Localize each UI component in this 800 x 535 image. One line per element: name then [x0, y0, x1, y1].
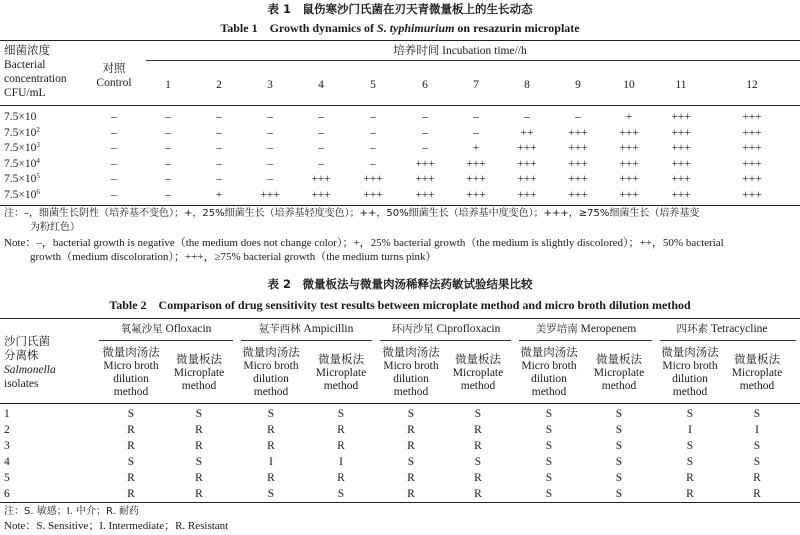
t2-cell: S [545, 472, 553, 484]
t1-cell: +++ [568, 126, 588, 139]
t2-cell: R [474, 424, 482, 436]
t2-cell: R [127, 472, 135, 484]
t1-hour-7: 7 [473, 79, 479, 91]
t1-cell: – [267, 111, 273, 123]
t2-cell: I [339, 456, 343, 468]
t2-cell: I [688, 424, 692, 436]
t2-method-plate-en1: Microplate [731, 367, 783, 379]
t1-cell: +++ [466, 157, 486, 170]
t2-cell: S [474, 408, 482, 420]
t1-conc-header-en2: concentration [4, 73, 67, 85]
t2-cell: R [474, 472, 482, 484]
t2-cell: R [407, 488, 415, 500]
t2-method-broth-en1: Micro broth [243, 360, 299, 372]
t2-method-broth-en2: dilution [113, 373, 149, 385]
t1-cell: +++ [517, 173, 537, 186]
t2-method-broth-en3: method [113, 386, 149, 398]
t2-cell: S [615, 472, 623, 484]
t2-cell: R [195, 424, 203, 436]
t1-cell: +++ [517, 189, 537, 201]
t2-drug-rule [660, 340, 796, 341]
t1-cell: – [216, 111, 222, 123]
t2-cell: S [545, 488, 553, 500]
t1-cell: – [111, 126, 117, 139]
t2-cell: S [753, 440, 761, 452]
t2-method-broth-en2: dilution [531, 373, 567, 385]
t2-drug-name-en: Ofloxacin [165, 323, 212, 335]
t2-note-cn: 注：S. 敏感；I. 中介；R. 耐药 [4, 506, 139, 517]
t1-row-label-base: 7.5×10 [4, 126, 37, 139]
t2-method-plate-cn: 微量板法 [734, 354, 780, 366]
t2-cell: S [407, 456, 415, 468]
table2-title-cn: 表 2 微量板法与微量肉汤稀释法药敏试验结果比较 [267, 277, 533, 291]
t1-cell: – [318, 111, 324, 123]
t2-row-id: 6 [4, 488, 10, 500]
table2-top-rule [0, 318, 800, 319]
t1-cell: + [625, 111, 633, 123]
t2-method-broth-cn: 微量肉汤法 [520, 347, 578, 359]
t2-method-plate-en1: Microplate [315, 367, 367, 379]
t1-conc-header-cn: 细菌浓度 [4, 45, 50, 57]
t1-cell: – [267, 173, 273, 186]
t2-drug-rule [519, 340, 652, 341]
t1-row-label-base: 7.5×10 [4, 189, 37, 201]
t1-cell: – [318, 126, 324, 139]
t2-cell: R [195, 440, 203, 452]
t2-method-broth-en1: Micro broth [521, 360, 577, 372]
t2-method-plate-en2: method [739, 380, 775, 392]
t1-cell: +++ [466, 173, 486, 186]
t1-cell: – [524, 111, 530, 123]
table2-bottom-rule [0, 502, 800, 503]
t2-isolates-en2: isolates [4, 378, 39, 390]
t2-method-plate-en2: method [601, 380, 637, 392]
t1-cell: +++ [568, 189, 588, 201]
t1-note-cn-1: 注：–，细菌生长阴性（培养基不变色）；+，25%细菌生长（培养基轻度变色）；++，50%细菌生长（培养基中度变色）；+++，≥75%细菌生长（培养基变 [4, 208, 700, 219]
t2-cell: S [127, 456, 135, 468]
t1-cell: – [216, 126, 222, 139]
t2-cell: S [267, 488, 275, 500]
t1-row-label-exponent: 5 [36, 172, 40, 181]
t2-cell: R [127, 488, 135, 500]
t1-cell: ++ [520, 126, 534, 139]
t1-row-label-base: 7.5×10 [4, 111, 37, 123]
t1-cell: +++ [619, 173, 639, 186]
t2-drug-rule [380, 340, 511, 341]
table1-top-rule [0, 40, 800, 41]
t2-drug-header-4 [676, 323, 767, 336]
table1-bottom-rule [0, 205, 800, 206]
t2-isolates-cn2: 分离株 [4, 350, 39, 362]
t2-method-broth-en1: Micro broth [383, 360, 439, 372]
t2-cell: S [686, 456, 694, 468]
t2-method-broth-en3: method [672, 386, 708, 398]
t1-cell: +++ [568, 142, 588, 155]
t1-hour-8: 8 [524, 79, 530, 91]
t1-cell: +++ [568, 157, 588, 170]
t1-cell: – [111, 189, 117, 201]
t1-cell: – [111, 173, 117, 186]
t2-method-plate-cn: 微量板法 [455, 354, 501, 366]
t2-row-id: 5 [4, 472, 10, 484]
t1-cell: – [216, 157, 222, 170]
t2-cell: R [267, 472, 275, 484]
t1-cell: – [575, 111, 581, 123]
t1-cell: +++ [466, 189, 486, 201]
t1-cell: +++ [568, 173, 588, 186]
t2-method-broth-cn: 微量肉汤法 [102, 347, 160, 359]
t2-cell: S [195, 456, 203, 468]
t1-incubation-header: 培养时间 Incubation time//h [393, 45, 527, 57]
t2-method-broth-en2: dilution [672, 373, 708, 385]
t1-hour-6: 6 [422, 79, 428, 91]
t1-cell: – [216, 173, 222, 186]
t1-cell: +++ [742, 126, 762, 139]
t2-cell: S [615, 440, 623, 452]
t1-cell: – [422, 142, 428, 155]
t2-cell: S [686, 440, 694, 452]
t2-isolates-en1: Salmonella [4, 364, 56, 376]
t1-row-label-base: 7.5×10 [4, 173, 37, 186]
t2-cell: R [686, 488, 694, 500]
t2-method-broth-en1: Micro broth [103, 360, 159, 372]
t2-drug-name-en: Ciprofloxacin [436, 323, 501, 335]
table1-title-cn: 表 1 鼠伤寒沙门氏菌在刃天青微量板上的生长动态 [267, 2, 533, 16]
t1-cell: +++ [260, 189, 280, 201]
t2-method-plate-en1: Microplate [452, 367, 504, 379]
t2-cell: R [474, 488, 482, 500]
t2-cell: S [337, 488, 345, 500]
t2-drug-header-0 [121, 323, 212, 336]
t2-method-broth-en3: method [253, 386, 289, 398]
t1-cell: – [370, 142, 376, 155]
t1-hour-10: 10 [623, 79, 635, 91]
t2-method-broth-cn: 微量肉汤法 [382, 347, 440, 359]
t1-cell: +++ [415, 173, 435, 186]
t2-method-broth-cn: 微量肉汤法 [661, 347, 719, 359]
t2-method-plate-cn: 微量板法 [176, 354, 222, 366]
t1-cell: +++ [415, 189, 435, 201]
t2-drug-name-cn: 氨苄西林 [258, 323, 301, 335]
t1-control-header-en: Control [96, 77, 132, 89]
t2-cell: S [474, 456, 482, 468]
t1-cell: – [165, 189, 171, 201]
t2-method-plate-en2: method [181, 380, 217, 392]
t1-cell: – [165, 173, 171, 186]
t1-cell: – [422, 111, 428, 123]
t2-cell: R [195, 488, 203, 500]
t2-cell: R [267, 440, 275, 452]
t2-method-broth-en3: method [393, 386, 429, 398]
t1-cell: – [165, 142, 171, 155]
t2-cell: S [337, 408, 345, 420]
t2-cell: S [615, 488, 623, 500]
t1-hour-3: 3 [267, 79, 273, 91]
t2-cell: S [407, 408, 415, 420]
t1-cell: +++ [619, 142, 639, 155]
t1-cell: +++ [742, 173, 762, 186]
t1-cell: +++ [742, 142, 762, 155]
t2-cell: R [337, 440, 345, 452]
t2-cell: S [545, 456, 553, 468]
t2-cell: R [127, 424, 135, 436]
t1-row-label [4, 157, 40, 171]
t2-drug-rule [241, 340, 372, 341]
t2-drug-header-3 [536, 323, 636, 336]
t1-cell: +++ [742, 189, 762, 201]
t1-cell: – [165, 126, 171, 139]
t2-row-id: 4 [4, 456, 10, 468]
t1-cell: – [165, 157, 171, 170]
t1-cell: +++ [671, 142, 691, 155]
t1-cell: – [370, 157, 376, 170]
t1-hour-5: 5 [370, 79, 376, 91]
t2-cell: R [407, 440, 415, 452]
t1-cell: +++ [363, 173, 383, 186]
t2-cell: R [686, 472, 694, 484]
t2-method-plate-en1: Microplate [593, 367, 645, 379]
t2-method-plate-cn: 微量板法 [596, 354, 642, 366]
t1-row-label-base: 7.5×10 [4, 157, 37, 170]
t1-cell: + [472, 142, 480, 155]
t1-cell: +++ [415, 157, 435, 170]
t1-cell: – [111, 111, 117, 123]
t1-note-en-2: growth（medium discoloration）；+++，≥75% bacterial growth（the medium turns pink） [30, 251, 437, 263]
t1-row-label [4, 110, 36, 124]
t2-method-plate-cn: 微量板法 [318, 354, 364, 366]
t2-row-id: 1 [4, 408, 10, 420]
t1-row-label [4, 141, 40, 155]
t2-method-plate-en2: method [323, 380, 359, 392]
t2-cell: S [753, 456, 761, 468]
t2-method-broth-cn: 微量肉汤法 [242, 347, 300, 359]
t2-drug-name-cn: 美罗培南 [535, 323, 578, 335]
t1-cell: +++ [671, 173, 691, 186]
t1-cell: – [267, 142, 273, 155]
t2-cell: R [753, 488, 761, 500]
t1-hour-4: 4 [318, 79, 324, 91]
t2-cell: R [474, 440, 482, 452]
t1-cell: +++ [671, 111, 691, 123]
t1-hour-12: 12 [746, 79, 758, 91]
table1-header-rule [0, 105, 800, 106]
t2-cell: S [615, 408, 623, 420]
t2-drug-name-cn: 环丙沙星 [391, 323, 434, 335]
t2-drug-rule [99, 340, 233, 341]
t1-cell: – [165, 111, 171, 123]
t1-cell: +++ [671, 126, 691, 139]
t1-cell: – [318, 142, 324, 155]
t2-row-id: 2 [4, 424, 10, 436]
t1-cell: – [267, 126, 273, 139]
t2-drug-name-en: Tetracycline [710, 323, 768, 335]
t2-isolates-cn1: 沙门氏菌 [4, 336, 50, 348]
t2-drug-name-cn: 四环素 [676, 323, 708, 335]
t2-cell: I [755, 424, 759, 436]
t1-cell: – [473, 126, 479, 139]
t1-note-cn-2: 为粉红色） [30, 222, 80, 233]
t2-cell: R [337, 424, 345, 436]
t2-cell: S [545, 424, 553, 436]
t1-cell: – [111, 142, 117, 155]
t1-cell: +++ [311, 173, 331, 186]
t1-row-label-base: 7.5×10 [4, 142, 37, 155]
t1-hour-2: 2 [216, 79, 222, 91]
t2-cell: S [195, 408, 203, 420]
t2-drug-name-cn: 氧氟沙星 [120, 323, 163, 335]
t2-cell: R [127, 440, 135, 452]
t2-cell: R [195, 472, 203, 484]
t2-method-broth-en2: dilution [393, 373, 429, 385]
t2-method-plate-en1: Microplate [173, 367, 225, 379]
t1-cell: +++ [619, 126, 639, 139]
t1-cell: – [422, 126, 428, 139]
t1-cell: +++ [742, 111, 762, 123]
t1-hour-1: 1 [165, 79, 171, 91]
t2-cell: R [407, 472, 415, 484]
t1-cell: +++ [619, 157, 639, 170]
t1-row-label-exponent: 4 [36, 156, 40, 165]
t2-cell: S [127, 408, 135, 420]
t1-row-label [4, 172, 40, 186]
t2-cell: R [407, 424, 415, 436]
t2-method-broth-en1: Micro broth [662, 360, 718, 372]
t1-hour-9: 9 [575, 79, 581, 91]
t2-cell: S [545, 440, 553, 452]
table2-title-en: Table 2 Comparison of drug sensitivity test results between microplate method and micro broth dilution method [109, 298, 691, 312]
t1-row-label [4, 126, 40, 140]
t2-cell: S [615, 424, 623, 436]
t1-cell: +++ [363, 189, 383, 201]
t2-method-broth-en2: dilution [253, 373, 289, 385]
t2-cell: S [545, 408, 553, 420]
t2-cell: R [337, 472, 345, 484]
t1-conc-header-en3: CFU/mL [4, 87, 46, 99]
t1-cell: +++ [671, 157, 691, 170]
t2-row-id: 3 [4, 440, 10, 452]
t1-hour-11: 11 [675, 79, 687, 91]
t2-note-en: Note：S. Sensitive；I. Intermediate；R. Resistant [4, 520, 229, 532]
t2-method-broth-en3: method [531, 386, 567, 398]
t2-drug-name-en: Meropenem [580, 323, 637, 335]
t2-cell: R [267, 424, 275, 436]
t2-cell: I [269, 456, 273, 468]
t1-row-label-exponent: 2 [36, 125, 40, 134]
t1-cell: +++ [311, 189, 331, 201]
t1-cell: – [216, 142, 222, 155]
t1-cell: – [370, 111, 376, 123]
t1-row-label [4, 188, 40, 202]
t1-cell: + [215, 189, 223, 201]
t2-drug-header-1 [259, 323, 354, 336]
table2-header-rule [0, 403, 800, 404]
t1-incubation-rule [146, 60, 800, 61]
t1-cell: +++ [517, 157, 537, 170]
t2-cell: S [615, 456, 623, 468]
t1-cell: – [111, 157, 117, 170]
t2-method-plate-en2: method [460, 380, 496, 392]
t1-cell: +++ [517, 142, 537, 155]
t2-cell: S [686, 408, 694, 420]
t1-note-en-1: Note：–，bacterial growth is negative（the medium does not change color）；+，25% bacterial growth（the medium is slightly discolored）；++，50% bacterial [4, 237, 724, 249]
t2-cell: S [753, 408, 761, 420]
t1-cell: – [473, 111, 479, 123]
t2-drug-header-2 [392, 323, 501, 336]
t1-conc-header-en1: Bacterial [4, 59, 46, 71]
t2-drug-name-en: Ampicillin [303, 323, 354, 335]
t1-cell: +++ [619, 189, 639, 201]
t1-cell: – [318, 157, 324, 170]
t1-row-label-exponent: 3 [36, 141, 40, 150]
table1-title-en: Table 1 Growth dynamics of S. typhimurium on resazurin microplate [220, 21, 580, 35]
t1-cell: – [267, 157, 273, 170]
t1-cell: +++ [742, 157, 762, 170]
t1-control-header-cn: 对照 [102, 63, 126, 75]
t2-cell: S [267, 408, 275, 420]
t1-cell: – [370, 126, 376, 139]
t2-cell: R [753, 472, 761, 484]
t1-cell: +++ [671, 189, 691, 201]
t1-row-label-exponent: 6 [36, 188, 40, 196]
